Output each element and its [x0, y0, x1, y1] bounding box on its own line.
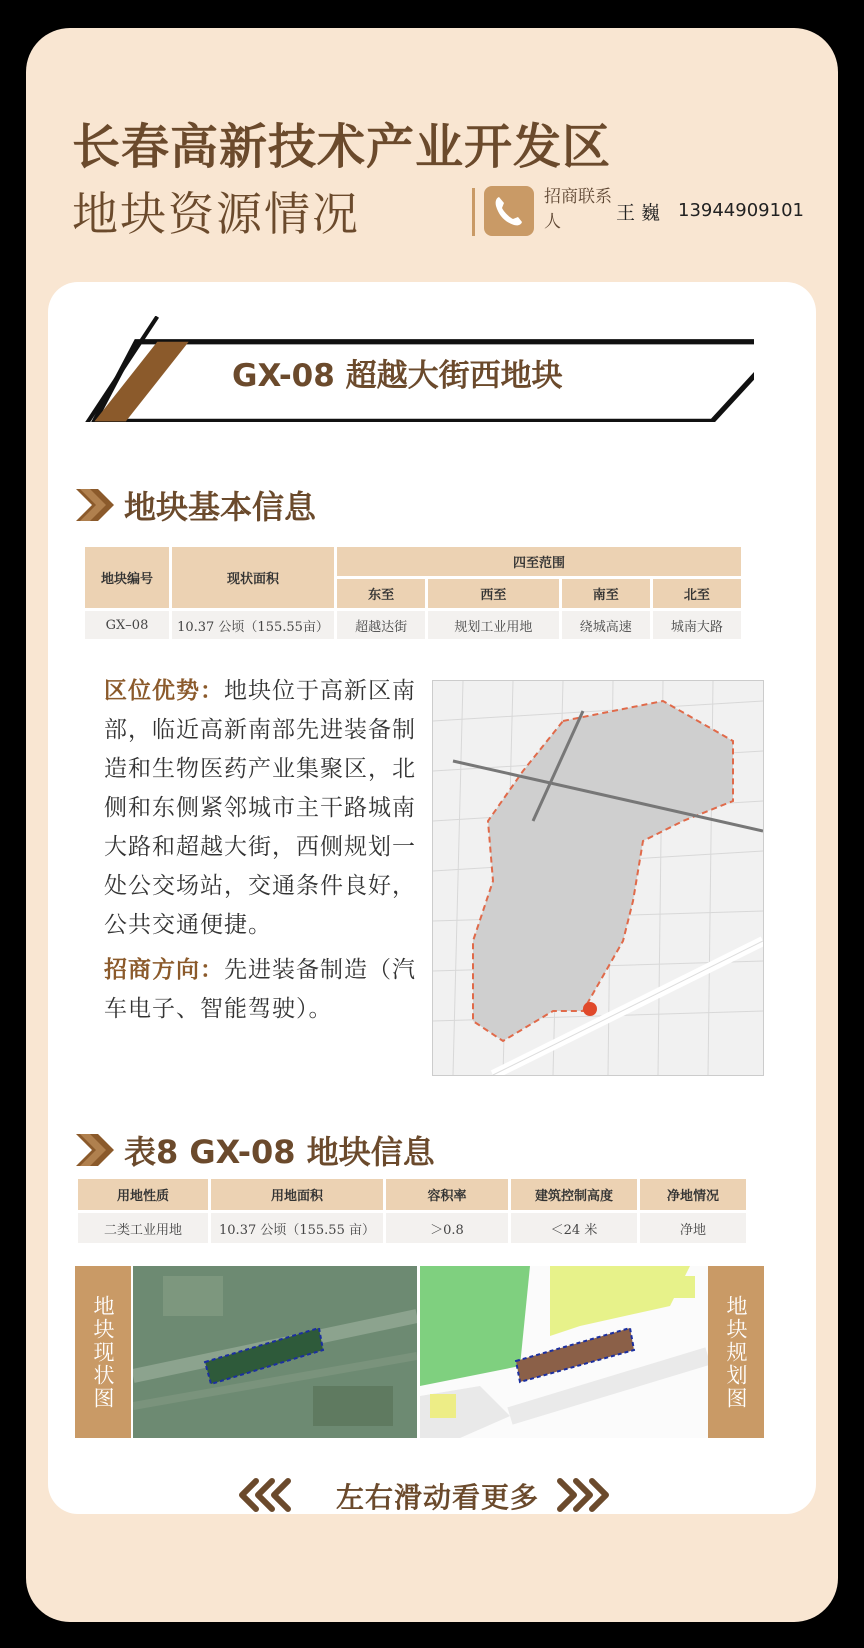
table-cell: ＞0.8 — [386, 1213, 508, 1243]
contact-phone[interactable]: 13944909101 — [678, 200, 804, 221]
cell-id: GX–08 — [85, 611, 169, 639]
plan-image[interactable] — [420, 1266, 764, 1438]
header-west: 西至 — [428, 579, 559, 608]
header-east: 东至 — [337, 579, 425, 608]
header-bounds: 四至范围 — [337, 547, 741, 576]
poster-card — [26, 28, 838, 1622]
section-title: 地块基本信息 — [124, 488, 317, 526]
header-id: 地块编号 — [85, 547, 169, 608]
page-title: 长春高新技术产业开发区 — [72, 119, 612, 175]
parcel-info-table — [75, 1176, 749, 1246]
table-row — [78, 1213, 746, 1243]
location-text: 地块位于高新区南部，临近高新南部先进装备制造和生物医药产业集聚区，北侧和东侧紧邻城市主干路城南大路和超越大街，西侧规划一处公交场站，交通条件良好，公共交通便捷。 — [104, 678, 416, 938]
cell-south: 绕城高速 — [562, 611, 650, 639]
cell-east: 超越达街 — [337, 611, 425, 639]
chevrons-right-icon[interactable] — [546, 1475, 612, 1515]
content-panel — [48, 282, 816, 1514]
current-status-image[interactable] — [75, 1266, 417, 1438]
contact-name: 王 巍 — [616, 202, 661, 224]
header-north: 北至 — [653, 579, 741, 608]
section-table8 — [76, 1127, 435, 1173]
divider — [472, 188, 475, 236]
phone-icon[interactable] — [484, 186, 534, 236]
image-label: 地块现状图 — [75, 1266, 131, 1438]
table-header: 用地性质 — [78, 1179, 208, 1210]
description — [104, 672, 432, 1029]
cell-north: 城南大路 — [653, 611, 741, 639]
header-area: 现状面积 — [172, 547, 334, 608]
table-header: 用地面积 — [211, 1179, 383, 1210]
table-header: 净地情况 — [640, 1179, 746, 1210]
direction-label: 招商方向： — [104, 957, 224, 983]
basic-info-table — [82, 544, 744, 642]
header-south: 南至 — [562, 579, 650, 608]
swipe-hint: 左右滑动看更多 — [336, 1481, 540, 1514]
table-cell: 10.37 公顷（155.55 亩） — [211, 1213, 383, 1243]
chevrons-left-icon[interactable] — [236, 1475, 302, 1515]
page-subtitle: 地块资源情况 — [72, 187, 360, 241]
table-cell: 二类工业用地 — [78, 1213, 208, 1243]
image-label: 地块规划图 — [708, 1266, 764, 1438]
chevron-right-icon — [76, 1134, 114, 1166]
table-header: 容积率 — [386, 1179, 508, 1210]
table-row — [85, 611, 741, 639]
section-basic-info — [76, 482, 316, 528]
parcel-title: GX-08 超越大街西地块 — [232, 358, 563, 394]
table-cell: ＜24 米 — [511, 1213, 637, 1243]
cell-west: 规划工业用地 — [428, 611, 559, 639]
contact-label: 招商联系人 — [544, 187, 612, 232]
table-cell: 净地 — [640, 1213, 746, 1243]
table-header: 建筑控制高度 — [511, 1179, 637, 1210]
location-label: 区位优势： — [104, 678, 224, 704]
cell-area: 10.37 公顷（155.55亩） — [172, 611, 334, 639]
direction-text: 先进装备制造（汽车电子、智能驾驶）。 — [104, 957, 416, 1022]
chevron-right-icon — [76, 489, 114, 521]
section-title: 表8 GX-08 地块信息 — [124, 1133, 435, 1171]
location-map[interactable] — [432, 680, 764, 1076]
